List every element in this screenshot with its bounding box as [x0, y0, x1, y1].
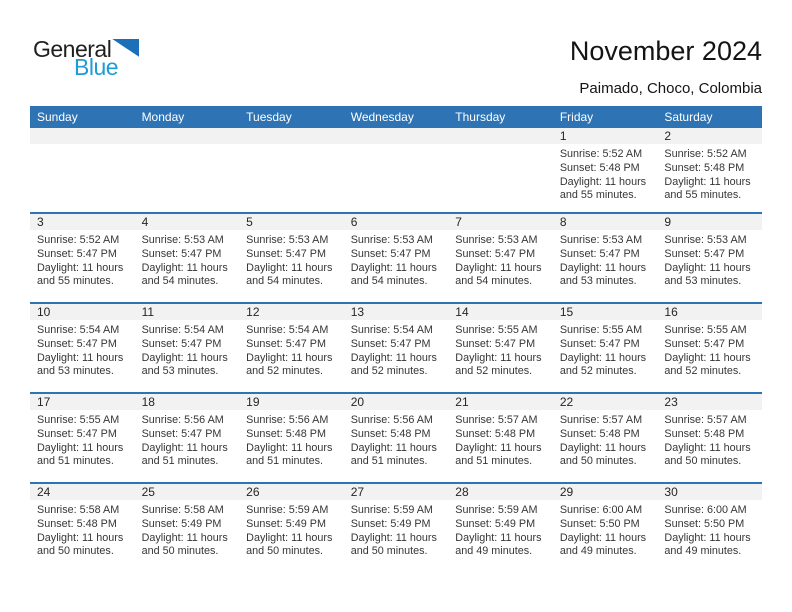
day-cell-27: [344, 484, 449, 572]
day-detail-line: and 53 minutes.: [559, 275, 637, 288]
day-detail-line: Daylight: 11 hours: [559, 351, 647, 364]
day-detail-line: Sunrise: 5:57 AM: [455, 414, 538, 426]
day-detail-line: Daylight: 11 hours: [246, 351, 333, 364]
day-cell-empty: [448, 128, 553, 212]
day-detail-line: Daylight: 11 hours: [559, 441, 647, 454]
day-cell-7: [448, 214, 553, 302]
day-detail-line: Daylight: 11 hours: [37, 441, 124, 454]
day-detail-line: and 55 minutes.: [559, 189, 637, 202]
date-number-25: 25: [135, 484, 240, 500]
day-cell-9: [657, 214, 762, 302]
date-number-6: 6: [344, 214, 449, 230]
general-blue-logo: [33, 38, 139, 79]
day-detail-line: Sunrise: 5:53 AM: [664, 234, 747, 246]
day-details-30: [657, 500, 762, 559]
day-detail-line: Sunrise: 5:59 AM: [350, 504, 433, 516]
day-detail-line: Sunrise: 5:54 AM: [141, 324, 224, 336]
day-details-1: [553, 144, 658, 203]
day-detail-line: Sunrise: 5:53 AM: [246, 234, 329, 246]
day-detail-line: and 50 minutes.: [559, 455, 637, 468]
day-detail-line: and 52 minutes.: [559, 365, 637, 378]
day-detail-line: Daylight: 11 hours: [37, 261, 124, 274]
day-detail-line: and 50 minutes.: [37, 545, 114, 558]
day-detail-line: Sunset: 5:47 PM: [350, 337, 431, 350]
day-details-12: [239, 320, 344, 379]
week-row-2: [30, 212, 762, 302]
day-details-8: [553, 230, 658, 289]
day-detail-line: Daylight: 11 hours: [455, 441, 542, 454]
day-detail-line: Sunset: 5:48 PM: [664, 427, 745, 440]
week-row-3: [30, 302, 762, 392]
day-detail-line: Sunrise: 5:55 AM: [559, 324, 643, 336]
weekday-header-monday: Monday: [141, 110, 185, 124]
day-detail-line: Sunrise: 5:55 AM: [455, 324, 538, 336]
day-detail-line: Sunset: 5:48 PM: [559, 427, 640, 440]
day-detail-line: Sunrise: 5:58 AM: [141, 504, 224, 516]
day-details-24: [30, 500, 135, 559]
logo-text-blue: Blue: [74, 54, 119, 80]
day-detail-line: Sunrise: 5:53 AM: [559, 234, 643, 246]
day-detail-line: and 53 minutes.: [37, 365, 114, 378]
day-detail-line: Sunrise: 5:59 AM: [455, 504, 538, 516]
day-detail-line: Sunset: 5:48 PM: [664, 161, 745, 174]
day-cell-20: [344, 394, 449, 482]
day-cell-2: [657, 128, 762, 212]
day-cell-14: [448, 304, 553, 392]
day-cell-8: [553, 214, 658, 302]
day-details-9: [657, 230, 762, 289]
day-detail-line: Sunset: 5:47 PM: [141, 427, 222, 440]
day-detail-line: Sunrise: 5:54 AM: [350, 324, 433, 336]
day-detail-line: Sunset: 5:49 PM: [246, 517, 326, 530]
day-cell-17: [30, 394, 135, 482]
date-number-13: 13: [344, 304, 449, 320]
day-cell-22: [553, 394, 658, 482]
day-details-25: [135, 500, 240, 559]
day-details-4: [135, 230, 240, 289]
day-detail-line: Daylight: 11 hours: [350, 441, 437, 454]
day-detail-line: Sunset: 5:47 PM: [141, 337, 222, 350]
logo-text-general: General: [33, 36, 112, 62]
weekday-header-thursday: Thursday: [455, 110, 506, 124]
day-details-6: [344, 230, 449, 289]
date-band-empty: [344, 128, 449, 144]
day-detail-line: Sunrise: 5:56 AM: [246, 414, 329, 426]
date-number-23: 23: [657, 394, 762, 410]
day-detail-line: and 55 minutes.: [37, 275, 114, 288]
day-detail-line: and 54 minutes.: [246, 275, 323, 288]
day-detail-line: Sunrise: 5:52 AM: [664, 148, 747, 160]
day-details-7: [448, 230, 553, 289]
day-detail-line: Daylight: 11 hours: [246, 441, 333, 454]
day-detail-line: Sunset: 5:48 PM: [350, 427, 431, 440]
day-detail-line: Sunrise: 6:00 AM: [664, 504, 747, 516]
day-detail-line: and 53 minutes.: [664, 275, 742, 288]
day-details-21: [448, 410, 553, 469]
day-detail-line: Sunrise: 5:52 AM: [37, 234, 120, 246]
day-details-29: [553, 500, 658, 559]
day-detail-line: Sunrise: 5:58 AM: [37, 504, 120, 516]
date-band-empty: [448, 128, 553, 144]
date-number-17: 17: [30, 394, 135, 410]
day-details-23: [657, 410, 762, 469]
date-number-12: 12: [239, 304, 344, 320]
day-detail-line: and 49 minutes.: [664, 545, 742, 558]
day-detail-line: and 54 minutes.: [350, 275, 428, 288]
date-number-9: 9: [657, 214, 762, 230]
day-detail-line: Sunrise: 5:56 AM: [141, 414, 224, 426]
date-number-26: 26: [239, 484, 344, 500]
day-detail-line: Sunset: 5:47 PM: [37, 247, 117, 260]
day-details-15: [553, 320, 658, 379]
day-detail-line: Daylight: 11 hours: [37, 531, 124, 544]
day-details-3: [30, 230, 135, 289]
day-details-27: [344, 500, 449, 559]
day-detail-line: Daylight: 11 hours: [559, 531, 647, 544]
day-detail-line: Sunset: 5:50 PM: [559, 517, 640, 530]
day-detail-line: Daylight: 11 hours: [350, 351, 437, 364]
day-detail-line: Sunset: 5:47 PM: [455, 247, 536, 260]
day-detail-line: Sunset: 5:47 PM: [664, 247, 745, 260]
day-detail-line: and 49 minutes.: [455, 545, 533, 558]
calendar-grid: [30, 106, 762, 572]
date-number-16: 16: [657, 304, 762, 320]
day-detail-line: and 50 minutes.: [141, 545, 219, 558]
day-detail-line: Daylight: 11 hours: [559, 261, 647, 274]
day-details-19: [239, 410, 344, 469]
day-detail-line: Sunset: 5:47 PM: [246, 247, 326, 260]
day-cell-25: [135, 484, 240, 572]
day-detail-line: Daylight: 11 hours: [455, 261, 542, 274]
day-details-20: [344, 410, 449, 469]
day-detail-line: and 54 minutes.: [141, 275, 219, 288]
date-number-3: 3: [30, 214, 135, 230]
day-cell-30: [657, 484, 762, 572]
day-detail-line: Sunset: 5:47 PM: [350, 247, 431, 260]
weekday-header-sunday: Sunday: [37, 110, 78, 124]
day-details-17: [30, 410, 135, 469]
day-cell-6: [344, 214, 449, 302]
day-cell-13: [344, 304, 449, 392]
day-detail-line: Daylight: 11 hours: [246, 261, 333, 274]
date-number-24: 24: [30, 484, 135, 500]
day-detail-line: Daylight: 11 hours: [37, 351, 124, 364]
week-row-1: [30, 128, 762, 212]
day-cell-24: [30, 484, 135, 572]
day-details-18: [135, 410, 240, 469]
day-details-2: [657, 144, 762, 203]
weeks-container: [30, 128, 762, 572]
day-details-26: [239, 500, 344, 559]
day-details-11: [135, 320, 240, 379]
day-detail-line: Sunrise: 5:53 AM: [350, 234, 433, 246]
date-number-18: 18: [135, 394, 240, 410]
day-detail-line: Daylight: 11 hours: [559, 175, 647, 188]
date-number-22: 22: [553, 394, 658, 410]
day-cell-15: [553, 304, 658, 392]
day-detail-line: Sunrise: 5:53 AM: [455, 234, 538, 246]
day-detail-line: Daylight: 11 hours: [664, 261, 751, 274]
day-cell-23: [657, 394, 762, 482]
day-cell-empty: [344, 128, 449, 212]
day-cell-16: [657, 304, 762, 392]
day-detail-line: Sunrise: 5:55 AM: [37, 414, 120, 426]
day-detail-line: Sunrise: 5:54 AM: [37, 324, 120, 336]
day-cell-4: [135, 214, 240, 302]
day-detail-line: Sunrise: 5:57 AM: [559, 414, 643, 426]
day-detail-line: Sunset: 5:49 PM: [350, 517, 431, 530]
day-cell-10: [30, 304, 135, 392]
day-detail-line: Daylight: 11 hours: [141, 531, 228, 544]
day-cell-18: [135, 394, 240, 482]
page-header: [0, 0, 792, 106]
day-detail-line: and 50 minutes.: [246, 545, 323, 558]
weekday-header-friday: Friday: [559, 110, 594, 124]
day-detail-line: Sunset: 5:47 PM: [664, 337, 745, 350]
day-detail-line: Sunrise: 5:56 AM: [350, 414, 433, 426]
day-cell-5: [239, 214, 344, 302]
day-detail-line: Sunrise: 5:52 AM: [559, 148, 643, 160]
day-detail-line: Sunset: 5:48 PM: [246, 427, 326, 440]
day-detail-line: Sunset: 5:50 PM: [664, 517, 745, 530]
date-number-27: 27: [344, 484, 449, 500]
day-detail-line: Sunrise: 5:57 AM: [664, 414, 747, 426]
day-cell-empty: [135, 128, 240, 212]
day-detail-line: and 55 minutes.: [664, 189, 742, 202]
day-detail-line: and 51 minutes.: [246, 455, 323, 468]
day-detail-line: Daylight: 11 hours: [664, 351, 751, 364]
day-detail-line: and 52 minutes.: [455, 365, 533, 378]
day-detail-line: Daylight: 11 hours: [141, 261, 228, 274]
day-detail-line: Sunset: 5:48 PM: [559, 161, 640, 174]
date-number-10: 10: [30, 304, 135, 320]
day-cell-29: [553, 484, 658, 572]
day-detail-line: Sunrise: 5:53 AM: [141, 234, 224, 246]
weekday-header-wednesday: Wednesday: [350, 110, 414, 124]
date-band-empty: [239, 128, 344, 144]
day-detail-line: Daylight: 11 hours: [455, 351, 542, 364]
date-band-empty: [30, 128, 135, 144]
day-cell-28: [448, 484, 553, 572]
day-detail-line: and 51 minutes.: [455, 455, 533, 468]
day-detail-line: and 51 minutes.: [37, 455, 114, 468]
date-number-19: 19: [239, 394, 344, 410]
day-detail-line: Sunset: 5:47 PM: [141, 247, 222, 260]
day-detail-line: Sunrise: 5:54 AM: [246, 324, 329, 336]
day-cell-empty: [239, 128, 344, 212]
date-number-8: 8: [553, 214, 658, 230]
day-details-16: [657, 320, 762, 379]
date-number-28: 28: [448, 484, 553, 500]
day-detail-line: and 54 minutes.: [455, 275, 533, 288]
day-detail-line: Sunset: 5:47 PM: [37, 337, 117, 350]
day-cell-26: [239, 484, 344, 572]
day-detail-line: and 50 minutes.: [350, 545, 428, 558]
day-cell-12: [239, 304, 344, 392]
day-details-10: [30, 320, 135, 379]
day-detail-line: and 52 minutes.: [664, 365, 742, 378]
day-detail-line: Sunrise: 5:59 AM: [246, 504, 329, 516]
weekday-header-row: [30, 106, 762, 128]
weekday-header-saturday: Saturday: [664, 110, 713, 124]
day-cell-19: [239, 394, 344, 482]
day-detail-line: Sunset: 5:47 PM: [246, 337, 326, 350]
page-title: November 2024: [569, 36, 762, 66]
date-number-20: 20: [344, 394, 449, 410]
day-detail-line: Daylight: 11 hours: [141, 441, 228, 454]
day-cell-3: [30, 214, 135, 302]
day-cell-11: [135, 304, 240, 392]
week-row-5: [30, 482, 762, 572]
day-detail-line: Daylight: 11 hours: [664, 531, 751, 544]
day-detail-line: Daylight: 11 hours: [664, 175, 751, 188]
day-detail-line: Sunset: 5:47 PM: [455, 337, 536, 350]
date-number-11: 11: [135, 304, 240, 320]
day-detail-line: and 52 minutes.: [246, 365, 323, 378]
day-details-22: [553, 410, 658, 469]
day-detail-line: Sunrise: 6:00 AM: [559, 504, 643, 516]
day-detail-line: Sunset: 5:47 PM: [37, 427, 117, 440]
day-detail-line: Daylight: 11 hours: [350, 531, 437, 544]
day-detail-line: and 51 minutes.: [141, 455, 219, 468]
day-detail-line: and 53 minutes.: [141, 365, 219, 378]
day-details-5: [239, 230, 344, 289]
date-number-5: 5: [239, 214, 344, 230]
date-number-2: 2: [657, 128, 762, 144]
date-number-1: 1: [553, 128, 658, 144]
day-cell-21: [448, 394, 553, 482]
date-number-15: 15: [553, 304, 658, 320]
day-detail-line: Daylight: 11 hours: [664, 441, 751, 454]
day-detail-line: Daylight: 11 hours: [455, 531, 542, 544]
day-detail-line: and 50 minutes.: [664, 455, 742, 468]
day-detail-line: Sunset: 5:48 PM: [37, 517, 117, 530]
day-detail-line: Sunrise: 5:55 AM: [664, 324, 747, 336]
day-detail-line: Sunset: 5:49 PM: [455, 517, 536, 530]
date-number-29: 29: [553, 484, 658, 500]
day-details-28: [448, 500, 553, 559]
day-detail-line: Daylight: 11 hours: [246, 531, 333, 544]
date-number-4: 4: [135, 214, 240, 230]
date-number-7: 7: [448, 214, 553, 230]
week-row-4: [30, 392, 762, 482]
title-block: [570, 38, 762, 97]
day-detail-line: Sunset: 5:48 PM: [455, 427, 536, 440]
date-number-30: 30: [657, 484, 762, 500]
day-detail-line: and 52 minutes.: [350, 365, 428, 378]
day-detail-line: Sunset: 5:49 PM: [141, 517, 222, 530]
day-detail-line: Daylight: 11 hours: [141, 351, 228, 364]
date-number-21: 21: [448, 394, 553, 410]
day-cell-1: [553, 128, 658, 212]
location-subtitle: Paimado, Choco, Colombia: [579, 80, 762, 97]
day-detail-line: Daylight: 11 hours: [350, 261, 437, 274]
date-number-14: 14: [448, 304, 553, 320]
day-cell-empty: [30, 128, 135, 212]
day-detail-line: and 51 minutes.: [350, 455, 428, 468]
weekday-header-tuesday: Tuesday: [246, 110, 292, 124]
day-details-13: [344, 320, 449, 379]
day-detail-line: and 49 minutes.: [559, 545, 637, 558]
day-details-14: [448, 320, 553, 379]
day-detail-line: Sunset: 5:47 PM: [559, 247, 640, 260]
date-band-empty: [135, 128, 240, 144]
day-detail-line: Sunset: 5:47 PM: [559, 337, 640, 350]
